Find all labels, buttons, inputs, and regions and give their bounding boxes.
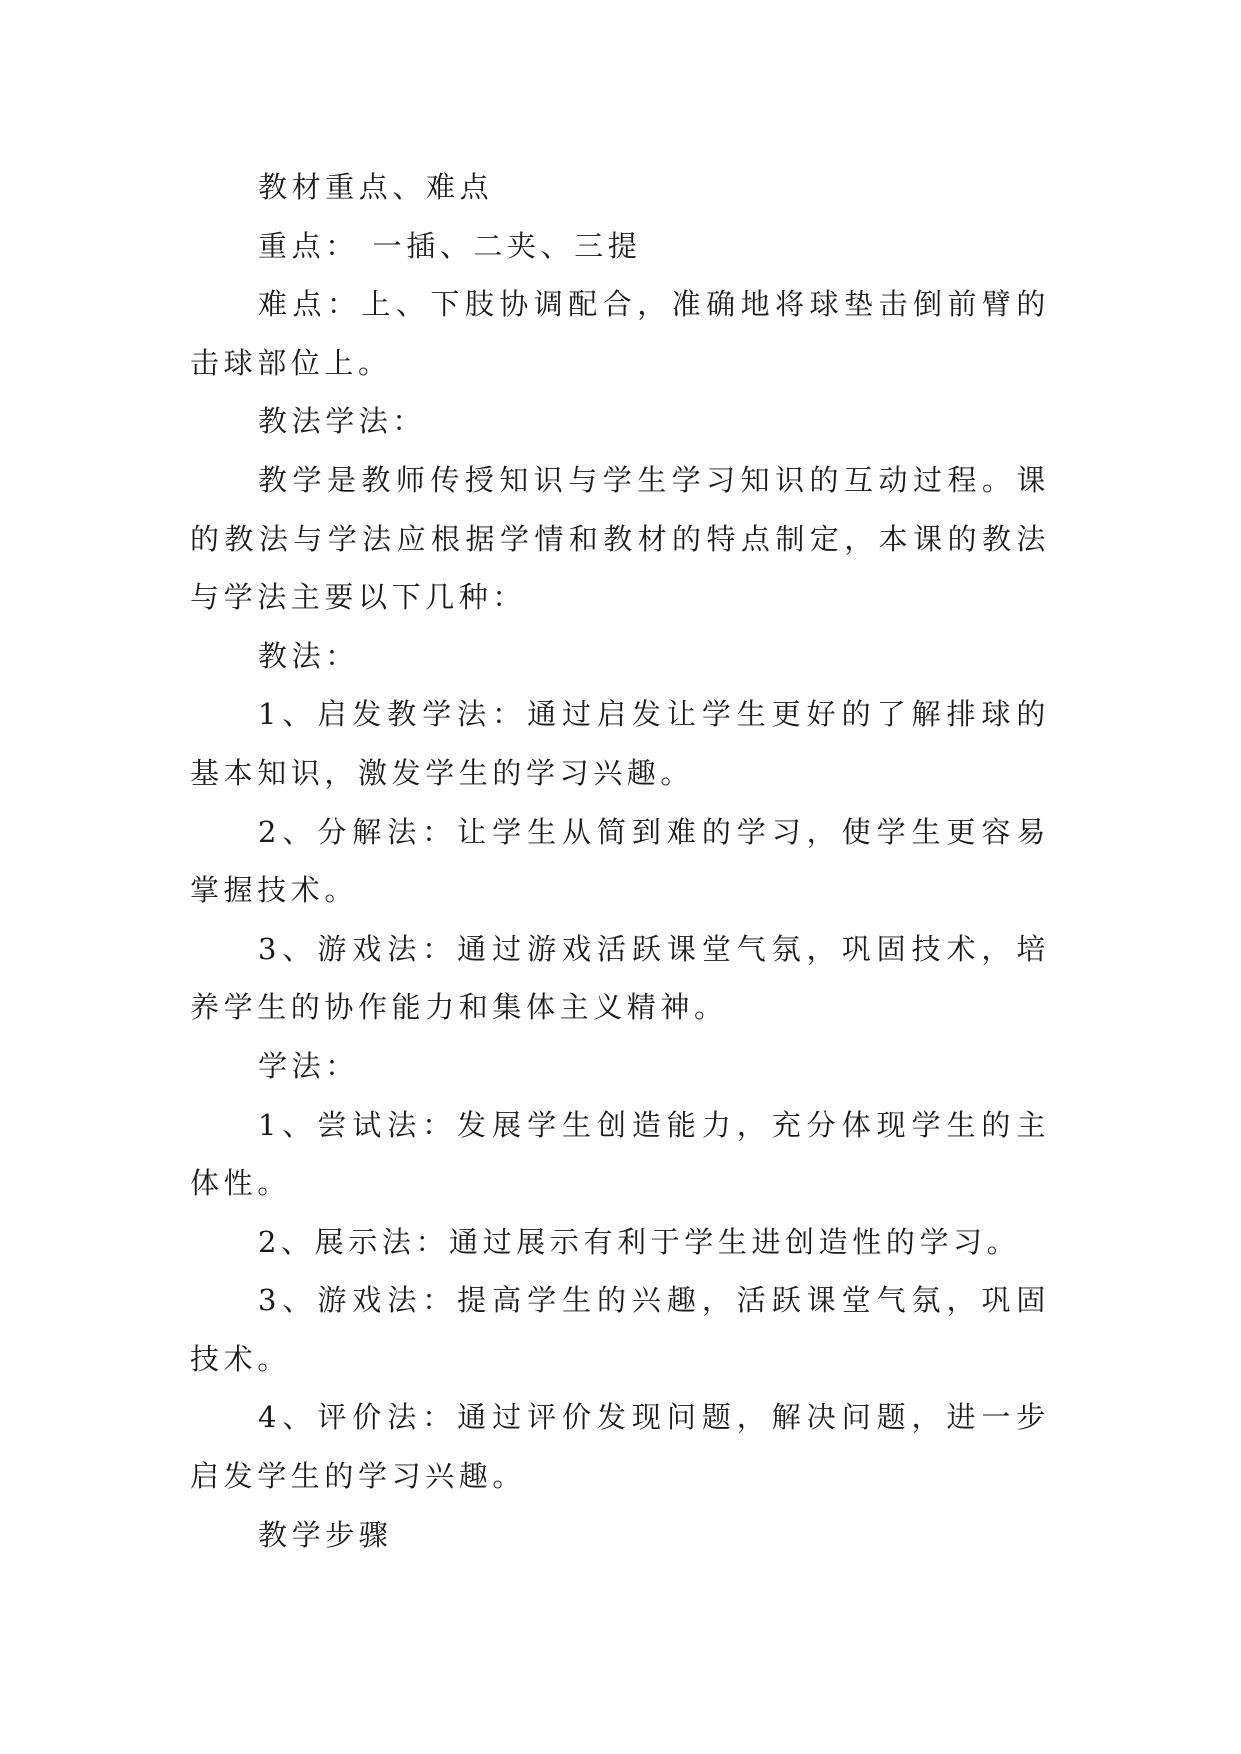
teaching-method-item: 3、游戏法：通过游戏活跃课堂气氛，巩固技术，培养学生的协作能力和集体主义精神。: [190, 931, 1050, 1025]
key-points-paragraph: 重点： 一插、二夹、三提: [258, 228, 642, 263]
document-body: [190, 158, 1050, 1564]
methods-intro-paragraph: 教学是教师传授知识与学生学习知识的互动过程。课的教法与学法应根据学情和教材的特点制定，本课的教法与学法主要以下几种：: [190, 462, 1050, 615]
section-heading-teaching-steps: 教学步骤: [258, 1517, 393, 1552]
teaching-method-item: 2、分解法：让学生从简到难的学习，使学生更容易掌握技术。: [190, 814, 1050, 908]
subheading-teaching-methods: 教法：: [258, 638, 359, 673]
learning-method-item: 4、评价法：通过评价发现问题，解决问题，进一步启发学生的学习兴趣。: [190, 1400, 1050, 1494]
teaching-method-item: 1、启发教学法：通过启发让学生更好的了解排球的基本知识，激发学生的学习兴趣。: [190, 697, 1050, 790]
difficulty-paragraph: 难点：上、下肢协调配合，准确地将球垫击倒前臂的击球部位上。: [190, 287, 1050, 380]
learning-method-item: 1、尝试法：发展学生创造能力，充分体现学生的主体性。: [190, 1107, 1050, 1201]
learning-method-item: 2、展示法：通过展示有利于学生进创造性的学习。: [258, 1224, 1021, 1259]
learning-method-item: 3、游戏法：提高学生的兴趣，活跃课堂气氛，巩固技术。: [190, 1283, 1050, 1376]
section-heading-key-points: 教材重点、难点: [258, 170, 494, 204]
subheading-learning-methods: 学法：: [258, 1048, 359, 1083]
section-heading-methods: 教法学法：: [258, 404, 427, 439]
